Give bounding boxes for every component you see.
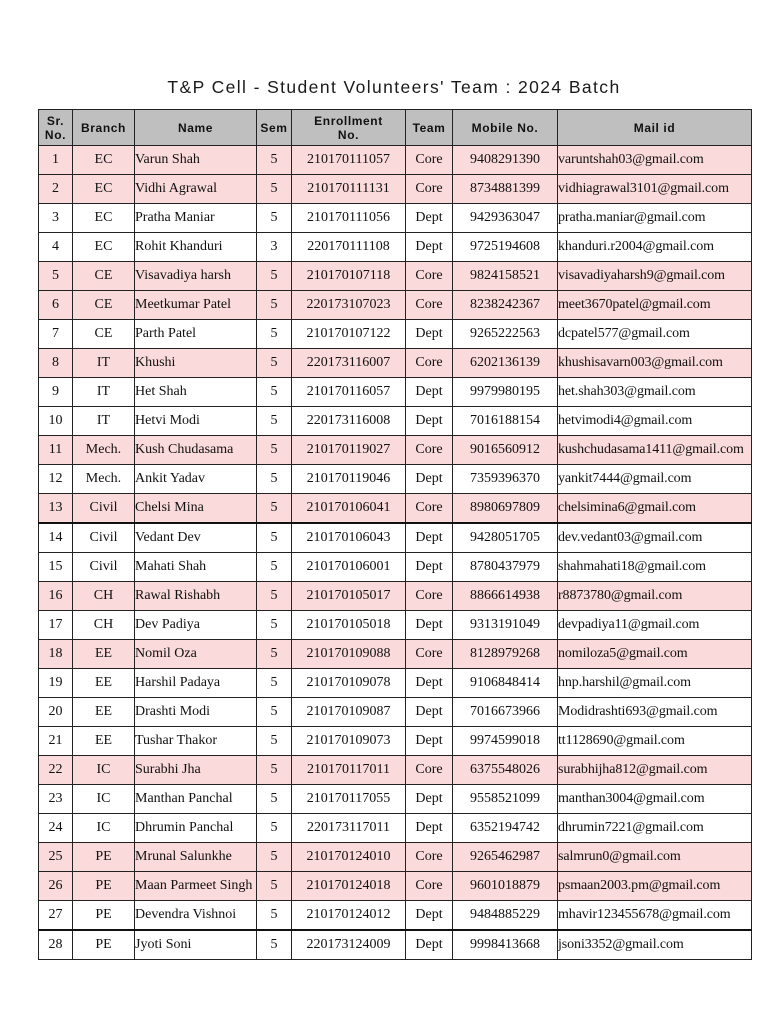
cell-sem: 5 [257,378,292,407]
header-enrollment-no [292,110,406,146]
cell-team: Core [406,756,453,785]
cell-team: Core [406,582,453,611]
cell-mobile-no: 9974599018 [453,727,558,756]
cell-name: Vedant Dev [135,523,257,553]
header-label: Sr. [46,113,65,128]
cell-team: Dept [406,233,453,262]
cell-branch: CH [73,611,135,640]
cell-team: Dept [406,727,453,756]
cell-sr-no: 6 [39,291,73,320]
table-row [39,523,752,553]
cell-sem: 5 [257,582,292,611]
table-row [39,291,752,320]
table-header [39,110,752,146]
cell-name: Pratha Maniar [135,204,257,233]
cell-sr-no: 16 [39,582,73,611]
cell-team: Core [406,494,453,524]
cell-name: Khushi [135,349,257,378]
cell-team: Dept [406,553,453,582]
cell-mail-id: pratha.maniar@gmail.com [558,204,752,233]
cell-team: Dept [406,814,453,843]
cell-branch: CH [73,582,135,611]
cell-mobile-no: 8734881399 [453,175,558,204]
cell-enrollment-no: 220173117011 [292,814,406,843]
cell-sr-no: 8 [39,349,73,378]
table-row [39,465,752,494]
cell-team: Core [406,349,453,378]
cell-sr-no: 23 [39,785,73,814]
cell-enrollment-no: 210170106043 [292,523,406,553]
cell-team: Dept [406,611,453,640]
cell-enrollment-no: 210170106001 [292,553,406,582]
cell-mail-id: Modidrashti693@gmail.com [558,698,752,727]
cell-name: Maan Parmeet Singh [135,872,257,901]
cell-enrollment-no: 210170105018 [292,611,406,640]
cell-sr-no: 21 [39,727,73,756]
cell-branch: CE [73,291,135,320]
cell-branch: CE [73,262,135,291]
cell-team: Core [406,146,453,175]
cell-name: Meetkumar Patel [135,291,257,320]
cell-name: Tushar Thakor [135,727,257,756]
cell-branch: Mech. [73,436,135,465]
cell-mobile-no: 7359396370 [453,465,558,494]
cell-sem: 5 [257,175,292,204]
cell-branch: PE [73,843,135,872]
cell-team: Core [406,640,453,669]
cell-branch: Civil [73,553,135,582]
cell-branch: PE [73,901,135,931]
cell-name: Hetvi Modi [135,407,257,436]
cell-sr-no: 19 [39,669,73,698]
header-label: No. [44,127,67,142]
table-row [39,582,752,611]
cell-sr-no: 24 [39,814,73,843]
cell-mail-id: meet3670patel@gmail.com [558,291,752,320]
cell-mobile-no: 9484885229 [453,901,558,931]
cell-name: Nomil Oza [135,640,257,669]
cell-mobile-no: 7016673966 [453,698,558,727]
cell-mobile-no: 8866614938 [453,582,558,611]
cell-sr-no: 28 [39,930,73,960]
cell-team: Core [406,843,453,872]
cell-mail-id: khushisavarn003@gmail.com [558,349,752,378]
cell-enrollment-no: 210170109078 [292,669,406,698]
header-name [135,110,257,146]
cell-team: Dept [406,407,453,436]
cell-sem: 5 [257,901,292,931]
cell-enrollment-no: 210170124010 [292,843,406,872]
cell-mobile-no: 9979980195 [453,378,558,407]
header-mail-id [558,110,752,146]
cell-enrollment-no: 210170109087 [292,698,406,727]
cell-enrollment-no: 210170116057 [292,378,406,407]
cell-mobile-no: 9408291390 [453,146,558,175]
cell-sr-no: 20 [39,698,73,727]
cell-team: Dept [406,320,453,349]
cell-mobile-no: 9725194608 [453,233,558,262]
cell-team: Dept [406,378,453,407]
cell-mail-id: manthan3004@gmail.com [558,785,752,814]
cell-sem: 5 [257,727,292,756]
table-row [39,698,752,727]
cell-sem: 5 [257,407,292,436]
cell-branch: EE [73,640,135,669]
cell-sem: 5 [257,146,292,175]
cell-sr-no: 27 [39,901,73,931]
cell-mail-id: r8873780@gmail.com [558,582,752,611]
cell-branch: PE [73,872,135,901]
cell-mail-id: mhavir123455678@gmail.com [558,901,752,931]
cell-sr-no: 26 [39,872,73,901]
header-label: Branch [81,120,126,135]
cell-enrollment-no: 210170124012 [292,901,406,931]
cell-sr-no: 25 [39,843,73,872]
cell-team: Core [406,291,453,320]
table-row [39,494,752,524]
cell-name: Surabhi Jha [135,756,257,785]
cell-sem: 5 [257,523,292,553]
table-row [39,640,752,669]
cell-name: Ankit Yadav [135,465,257,494]
cell-name: Mrunal Salunkhe [135,843,257,872]
header-label: Mobile No. [471,120,539,135]
cell-sr-no: 17 [39,611,73,640]
table-row [39,407,752,436]
table-row [39,901,752,931]
cell-sem: 5 [257,669,292,698]
cell-name: Mahati Shah [135,553,257,582]
table-row [39,436,752,465]
cell-enrollment-no: 210170111056 [292,204,406,233]
cell-mobile-no: 9824158521 [453,262,558,291]
cell-name: Devendra Vishnoi [135,901,257,931]
cell-sem: 5 [257,930,292,960]
cell-name: Chelsi Mina [135,494,257,524]
cell-branch: EE [73,727,135,756]
cell-branch: Mech. [73,465,135,494]
cell-mail-id: dcpatel577@gmail.com [558,320,752,349]
cell-mobile-no: 9313191049 [453,611,558,640]
cell-sem: 5 [257,465,292,494]
cell-mail-id: devpadiya11@gmail.com [558,611,752,640]
cell-name: Parth Patel [135,320,257,349]
cell-name: Varun Shah [135,146,257,175]
cell-branch: Civil [73,523,135,553]
cell-sem: 5 [257,611,292,640]
header-label: Team [412,120,446,135]
cell-team: Dept [406,698,453,727]
cell-sr-no: 18 [39,640,73,669]
cell-name: Manthan Panchal [135,785,257,814]
cell-branch: PE [73,930,135,960]
cell-enrollment-no: 210170111057 [292,146,406,175]
header-sem [257,110,292,146]
cell-sr-no: 15 [39,553,73,582]
cell-enrollment-no: 210170106041 [292,494,406,524]
cell-team: Dept [406,669,453,698]
cell-team: Dept [406,204,453,233]
cell-sr-no: 9 [39,378,73,407]
cell-mobile-no: 7016188154 [453,407,558,436]
cell-sem: 3 [257,233,292,262]
cell-sr-no: 13 [39,494,73,524]
cell-sr-no: 5 [39,262,73,291]
cell-enrollment-no: 210170119027 [292,436,406,465]
cell-mail-id: hnp.harshil@gmail.com [558,669,752,698]
cell-enrollment-no: 220170111108 [292,233,406,262]
page-title: T&P Cell - Student Volunteers' Team : 2024 Batch [167,77,621,97]
cell-sem: 5 [257,320,292,349]
cell-mobile-no: 9601018879 [453,872,558,901]
cell-mobile-no: 6202136139 [453,349,558,378]
cell-mobile-no: 9558521099 [453,785,558,814]
table-row [39,204,752,233]
table-row [39,233,752,262]
cell-name: Rohit Khanduri [135,233,257,262]
cell-name: Jyoti Soni [135,930,257,960]
cell-mail-id: dev.vedant03@gmail.com [558,523,752,553]
cell-mail-id: vidhiagrawal3101@gmail.com [558,175,752,204]
cell-sr-no: 4 [39,233,73,262]
cell-name: Rawal Rishabh [135,582,257,611]
cell-enrollment-no: 220173116008 [292,407,406,436]
cell-sr-no: 3 [39,204,73,233]
table-body [39,146,752,960]
table-row [39,262,752,291]
header-label: Mail id [633,120,676,135]
cell-team: Dept [406,785,453,814]
cell-mail-id: varuntshah03@gmail.com [558,146,752,175]
cell-mail-id: kushchudasama1411@gmail.com [558,436,752,465]
table-row [39,146,752,175]
cell-mail-id: khanduri.r2004@gmail.com [558,233,752,262]
cell-name: Kush Chudasama [135,436,257,465]
cell-enrollment-no: 210170119046 [292,465,406,494]
cell-branch: Civil [73,494,135,524]
cell-team: Dept [406,523,453,553]
cell-sr-no: 14 [39,523,73,553]
cell-enrollment-no: 210170111131 [292,175,406,204]
cell-mobile-no: 9998413668 [453,930,558,960]
cell-branch: EC [73,233,135,262]
table-row [39,553,752,582]
cell-sem: 5 [257,349,292,378]
header-branch [73,110,135,146]
cell-enrollment-no: 210170117055 [292,785,406,814]
cell-branch: EE [73,698,135,727]
cell-sem: 5 [257,698,292,727]
cell-sem: 5 [257,872,292,901]
cell-mobile-no: 9428051705 [453,523,558,553]
cell-sr-no: 7 [39,320,73,349]
table-row [39,175,752,204]
cell-branch: IT [73,349,135,378]
cell-sem: 5 [257,204,292,233]
cell-mobile-no: 8780437979 [453,553,558,582]
header-mobile-no [453,110,558,146]
cell-name: Drashti Modi [135,698,257,727]
cell-team: Dept [406,901,453,931]
cell-enrollment-no: 210170109073 [292,727,406,756]
table-row [39,785,752,814]
cell-branch: EC [73,175,135,204]
header-team [406,110,453,146]
cell-sem: 5 [257,262,292,291]
cell-mobile-no: 9265462987 [453,843,558,872]
cell-mobile-no: 9429363047 [453,204,558,233]
cell-team: Core [406,175,453,204]
cell-sem: 5 [257,814,292,843]
header-label: Name [177,120,214,135]
cell-mobile-no: 9265222563 [453,320,558,349]
cell-mail-id: salmrun0@gmail.com [558,843,752,872]
cell-branch: CE [73,320,135,349]
cell-sem: 5 [257,843,292,872]
cell-enrollment-no: 220173107023 [292,291,406,320]
table-row [39,872,752,901]
cell-branch: IC [73,756,135,785]
cell-mail-id: shahmahati18@gmail.com [558,553,752,582]
cell-mail-id: tt1128690@gmail.com [558,727,752,756]
cell-sr-no: 2 [39,175,73,204]
cell-branch: IC [73,814,135,843]
table-row [39,320,752,349]
cell-sem: 5 [257,494,292,524]
cell-sem: 5 [257,291,292,320]
cell-mail-id: surabhijha812@gmail.com [558,756,752,785]
table-row [39,378,752,407]
cell-name: Vidhi Agrawal [135,175,257,204]
cell-sr-no: 11 [39,436,73,465]
cell-sem: 5 [257,640,292,669]
cell-branch: IT [73,407,135,436]
cell-branch: EC [73,146,135,175]
cell-mail-id: visavadiyaharsh9@gmail.com [558,262,752,291]
cell-mail-id: psmaan2003.pm@gmail.com [558,872,752,901]
header-label: Enrollment [314,113,383,128]
cell-sem: 5 [257,553,292,582]
cell-mobile-no: 8238242367 [453,291,558,320]
cell-enrollment-no: 210170107118 [292,262,406,291]
cell-mail-id: chelsimina6@gmail.com [558,494,752,524]
table-row [39,814,752,843]
cell-sem: 5 [257,756,292,785]
header-sr-no [39,110,73,146]
cell-enrollment-no: 220173124009 [292,930,406,960]
cell-name: Harshil Padaya [135,669,257,698]
table-row [39,669,752,698]
cell-team: Dept [406,465,453,494]
cell-name: Het Shah [135,378,257,407]
cell-mobile-no: 9016560912 [453,436,558,465]
cell-mail-id: hetvimodi4@gmail.com [558,407,752,436]
cell-sr-no: 12 [39,465,73,494]
cell-mobile-no: 8980697809 [453,494,558,524]
table-row [39,843,752,872]
cell-sr-no: 10 [39,407,73,436]
cell-team: Core [406,262,453,291]
cell-sr-no: 22 [39,756,73,785]
cell-branch: IT [73,378,135,407]
cell-team: Core [406,872,453,901]
cell-branch: IC [73,785,135,814]
cell-sem: 5 [257,785,292,814]
cell-enrollment-no: 210170109088 [292,640,406,669]
cell-mail-id: jsoni3352@gmail.com [558,930,752,960]
cell-mobile-no: 6375548026 [453,756,558,785]
cell-name: Dev Padiya [135,611,257,640]
cell-team: Core [406,436,453,465]
cell-enrollment-no: 210170124018 [292,872,406,901]
cell-mobile-no: 9106848414 [453,669,558,698]
header-row [39,110,752,146]
cell-sem: 5 [257,436,292,465]
table-row [39,727,752,756]
cell-enrollment-no: 210170107122 [292,320,406,349]
cell-branch: EE [73,669,135,698]
cell-mail-id: yankit7444@gmail.com [558,465,752,494]
cell-name: Dhrumin Panchal [135,814,257,843]
table-row [39,349,752,378]
cell-mail-id: het.shah303@gmail.com [558,378,752,407]
cell-mobile-no: 8128979268 [453,640,558,669]
table-row [39,756,752,785]
volunteers-table [38,109,752,960]
cell-sr-no: 1 [39,146,73,175]
cell-name: Visavadiya harsh [135,262,257,291]
cell-enrollment-no: 220173116007 [292,349,406,378]
cell-team: Dept [406,930,453,960]
cell-branch: EC [73,204,135,233]
table-row [39,930,752,960]
cell-mobile-no: 6352194742 [453,814,558,843]
header-label: Sem [260,120,288,135]
cell-enrollment-no: 210170105017 [292,582,406,611]
cell-mail-id: dhrumin7221@gmail.com [558,814,752,843]
table-row [39,611,752,640]
cell-enrollment-no: 210170117011 [292,756,406,785]
cell-mail-id: nomiloza5@gmail.com [558,640,752,669]
header-label: No. [337,127,360,142]
